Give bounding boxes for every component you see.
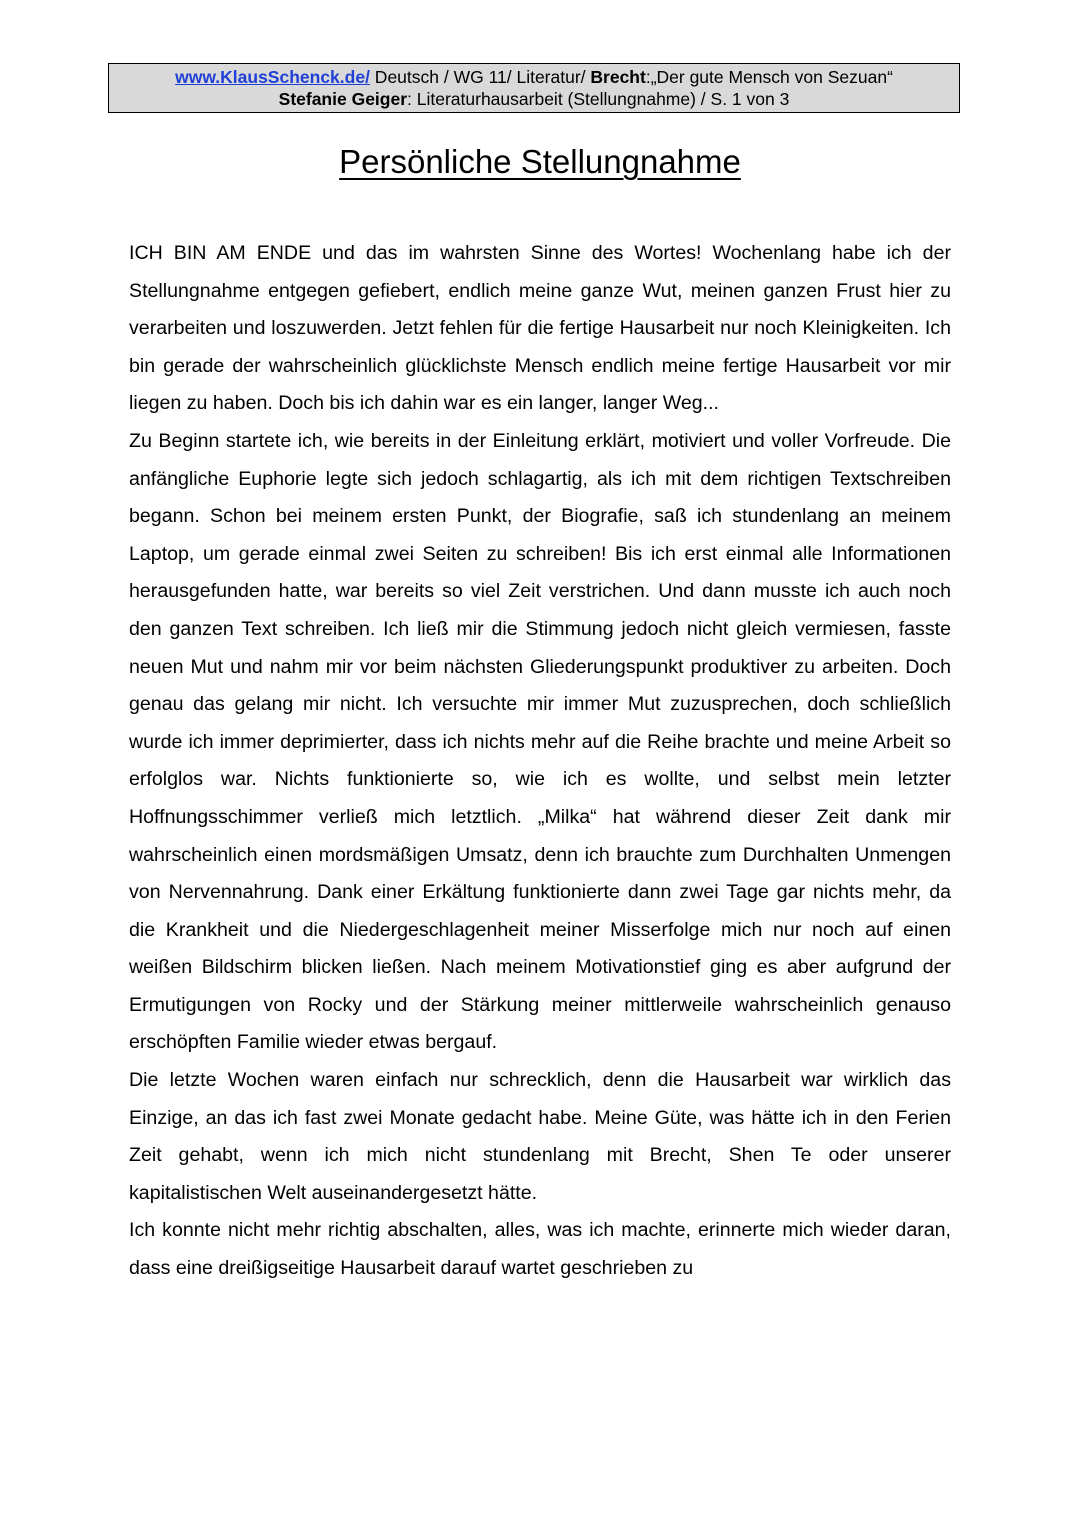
assignment-info: : Literaturhausarbeit (Stellungnahme) / S. 1 von 3 bbox=[407, 89, 790, 109]
paragraph: ICH BIN AM ENDE und das im wahrsten Sinne des Wortes! Wochenlang habe ich der Stellungnahme entgegen gefiebert, endlich meine ganze Wut, meinen ganzen Frust hier zu verarbeiten und loszuwerden. Jetzt fehlen für die fertige Hausarbeit nur noch Kleinigkeiten. Ich bin gerade der wahrscheinlich glücklichste Mensch endlich meine fertige Hausarbeit vor mir liegen zu haben. Doch bis ich dahin war es ein langer, langer Weg... bbox=[129, 242, 951, 415]
header-line-1 bbox=[109, 66, 959, 88]
page-title: Persönliche Stellungnahme bbox=[339, 143, 741, 180]
website-link[interactable]: www.KlausSchenck.de/ bbox=[175, 67, 370, 87]
course-path: Deutsch / WG 11/ Literatur/ bbox=[369, 67, 591, 87]
paragraph: Zu Beginn startete ich, wie bereits in der Einleitung erklärt, motiviert und voller Vorfreude. Die anfängliche Euphorie legte sich jedoch schlagartig, als ich mit dem richtigen Textschreiben begann. Schon bei meinem ersten Punkt, der Biografie, saß ich stundenlang an meinem Laptop, um gerade einmal zwei Seiten zu schreiben! Bis ich erst einmal alle Informationen herausgefunden hatte, war bereits so viel Zeit verstrichen. Und dann musste ich auch noch den ganzen Text schreiben. Ich ließ mir die Stimmung jedoch nicht gleich vermiesen, fasste neuen Mut und nahm mir vor beim nächsten Gliederungspunkt produktiver zu arbeiten. Doch genau das gelang mir nicht. Ich versuchte mir immer Mut zuzusprechen, doch schließlich wurde ich immer deprimierter, dass ich nichts mehr auf die Reihe brachte und meine Arbeit so erfolglos war. Nichts funktionierte so, wie ich es wollte, und selbst mein letzter Hoffnungsschimmer verließ mich letztlich. „Milka“ hat während dieser Zeit dank mir wahrscheinlich einen mordsmäßigen Umsatz, denn ich brauchte zum Durchhalten Unmengen von Nervennahrung. Dank einer Erkältung funktionierte dann zwei Tage gar nichts mehr, da die Krankheit und die Niedergeschlagenheit meiner Misserfolge mich nur noch auf einen weißen Bildschirm blicken ließen. Nach meinem Motivationstief ging es aber aufgrund der Ermutigungen von Rocky und der Stärkung meiner mittlerweile wahrscheinlich genauso erschöpften Familie wieder etwas bergauf. bbox=[129, 429, 951, 1054]
header-line-2 bbox=[109, 88, 959, 110]
author-topic: Brecht bbox=[590, 67, 646, 87]
page-title-wrapper bbox=[0, 140, 1080, 184]
document-body bbox=[129, 235, 951, 1288]
document-header bbox=[108, 63, 960, 113]
paragraph: Die letzte Wochen waren einfach nur schrecklich, denn die Hausarbeit war wirklich das Einzige, an das ich fast zwei Monate gedacht habe. Meine Güte, was hätte ich in den Ferien Zeit gehabt, wenn ich mich nicht stundenlang mit Brecht, Shen Te oder unserer kapitalistischen Welt auseinandergesetzt hätte. bbox=[129, 1069, 951, 1204]
work-title: :„Der gute Mensch von Sezuan“ bbox=[645, 67, 893, 87]
paragraph: Ich konnte nicht mehr richtig abschalten, alles, was ich machte, erinnerte mich wieder daran, dass eine dreißigseitige Hausarbeit darauf wartet geschrieben zu bbox=[129, 1219, 951, 1280]
student-name: Stefanie Geiger bbox=[278, 89, 408, 109]
